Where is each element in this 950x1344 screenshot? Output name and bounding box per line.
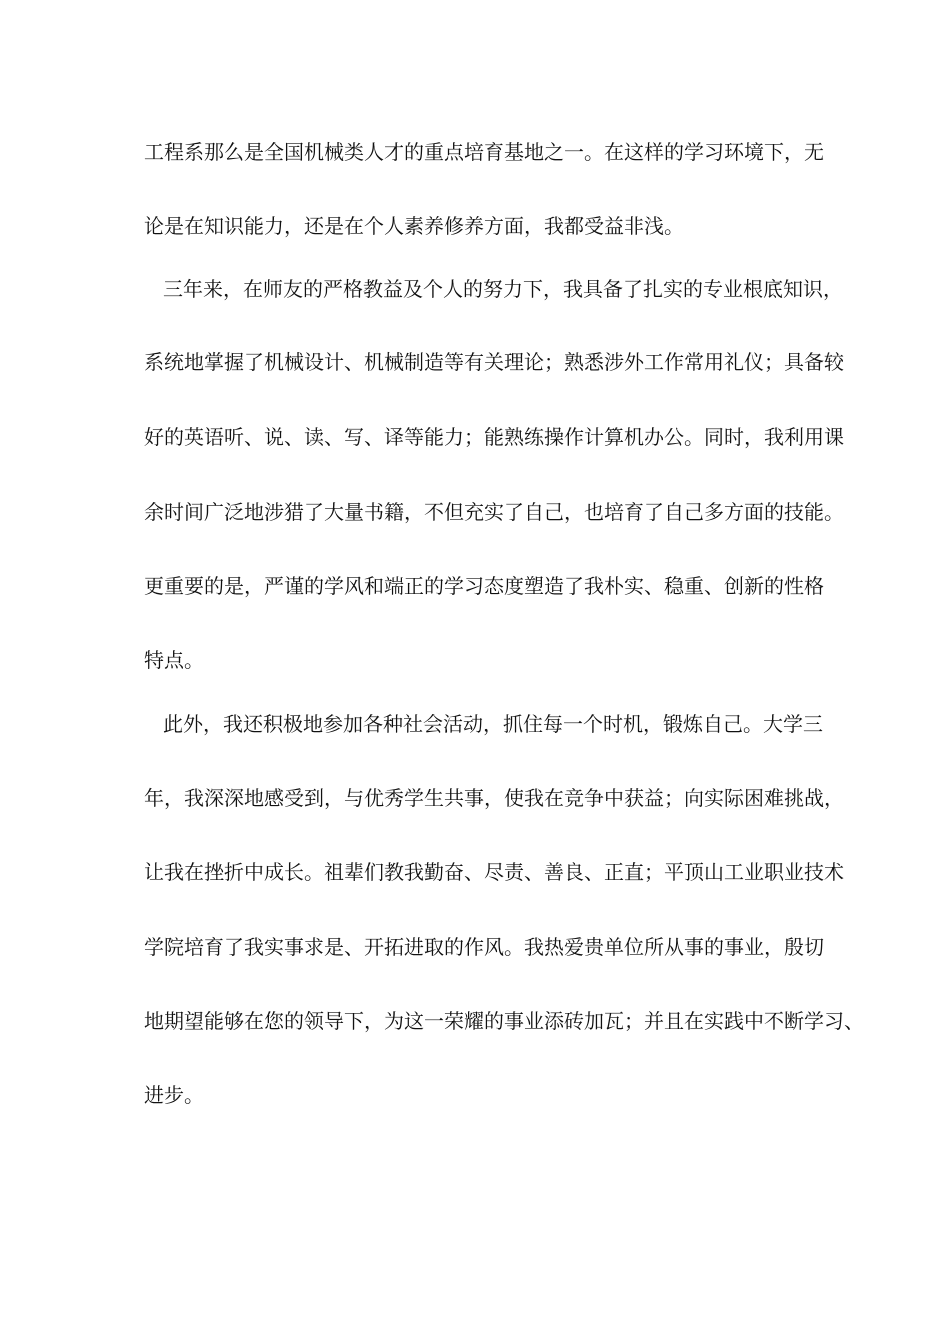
text-line: 论是在知识能力，还是在个人素养修养方面，我都受益非浅。 [144, 214, 684, 238]
text-line: 工程系那么是全国机械类人才的重点培育基地之一。在这样的学习环境下，无 [144, 140, 824, 164]
text-line: 学院培育了我实事求是、开拓进取的作风。我热爱贵单位所从事的事业，殷切 [144, 935, 824, 959]
text-line: 进步。 [144, 1083, 204, 1107]
text-line: 好的英语听、说、读、写、译等能力；能熟练操作计算机办公。同时，我利用课 [144, 425, 844, 449]
text-line: 系统地掌握了机械设计、机械制造等有关理论；熟悉涉外工作常用礼仪；具备较 [144, 350, 844, 374]
text-line: 更重要的是，严谨的学风和端正的学习态度塑造了我朴实、稳重、创新的性格 [144, 574, 824, 598]
text-line: 余时间广泛地涉猎了大量书籍，不但充实了自己，也培育了自己多方面的技能。 [144, 500, 844, 524]
paragraph-start-line: 此外，我还积极地参加各种社会活动，抓住每一个时机，锻炼自己。大学三 [163, 712, 823, 736]
paragraph-start-line: 三年来，在师友的严格教益及个人的努力下，我具备了扎实的专业根底知识， [163, 277, 843, 301]
text-line: 地期望能够在您的领导下，为这一荣耀的事业添砖加瓦；并且在实践中不断学习、 [144, 1009, 864, 1033]
text-line: 年，我深深地感受到，与优秀学生共事，使我在竞争中获益；向实际困难挑战， [144, 786, 844, 810]
text-line: 让我在挫折中成长。祖辈们教我勤奋、尽责、善良、正直；平顶山工业职业技术 [144, 860, 844, 884]
text-line: 特点。 [144, 648, 204, 672]
